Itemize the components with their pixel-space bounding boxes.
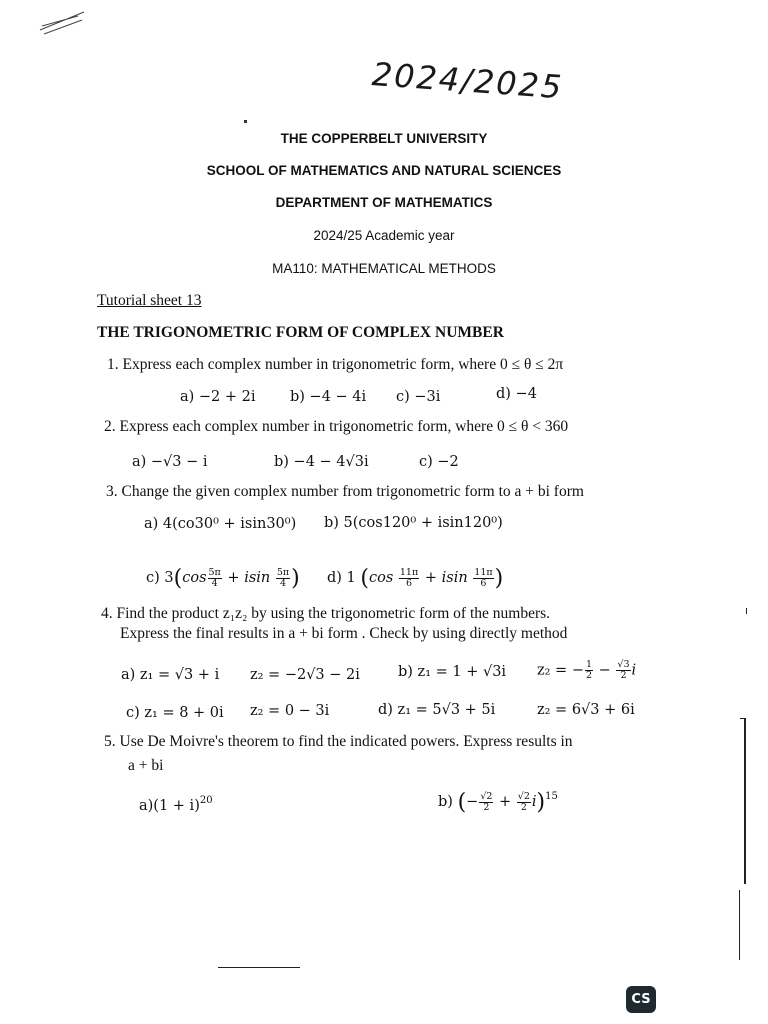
scan-line (218, 967, 300, 968)
q4-part-c-z2: z₂ = 0 − 3i (250, 703, 330, 719)
q4-part-d-z2: z₂ = 6√3 + 6i (537, 702, 635, 718)
q4-part-b-z2: z₂ = − $\frac{1}{2}$ − $\frac{√3}{2}$ i (537, 659, 637, 681)
question-5-line-2: a + bi (128, 757, 164, 774)
handwritten-year: 2024/2025 (370, 55, 565, 107)
academic-year: 2024/25 Academic year (313, 228, 455, 243)
q5-part-a: $a)(1 + i)^{20}$ (139, 795, 213, 814)
q4-part-d-z1: d) z₁ = 5√3 + 5i (378, 702, 496, 718)
pen-scribble (38, 8, 88, 36)
question-3: 3. Change the given complex number from trigonometric form to a + bi form (106, 483, 584, 500)
q4-part-c-z1: c) z₁ = 8 + 0i (126, 705, 224, 721)
course-title: MA110: MATHEMATICAL METHODS (272, 261, 496, 276)
q4-part-b-z1: b) z₁ = 1 + √3i (398, 664, 507, 680)
question-4-line-2: Express the final results in a + bi form . Check by using directly method (120, 625, 568, 642)
scan-edge-tick (740, 718, 746, 719)
q1-part-b: b) −4 − 4i (290, 389, 367, 405)
q2-part-a: a) −√3 − i (132, 454, 208, 470)
q4-part-a-z1: a) z₁ = √3 + i (121, 667, 220, 683)
q4-part-a-z2: z₂ = −2√3 − 2i (250, 667, 360, 683)
question-4: 4. Find the product z₁z₂ by using the trigonometric form of the numbers. (101, 605, 551, 622)
question-2: 2. Express each complex number in trigonometric form, where 0 ≤ θ < 360 (104, 418, 569, 435)
camscanner-logo: CS (626, 986, 656, 1013)
tutorial-label: Tutorial sheet 13 (97, 292, 202, 309)
q3-part-b: b) 5(cos120⁰ + isin120⁰) (324, 515, 503, 531)
scan-edge (744, 718, 746, 884)
q5-part-b: b) (− $\frac{√2}{2}$ + $\frac{√2}{2}$ i)$^{15}$ (438, 790, 558, 815)
scan-mark (746, 608, 747, 614)
q3-part-d: d) 1 (cos $\frac{11\pi}{6}$ + isin $\frac{11\pi}{6}$ ) (327, 566, 504, 591)
speck (244, 120, 247, 123)
department-name: DEPARTMENT OF MATHEMATICS (275, 195, 493, 210)
q3-part-a: a) 4(co30⁰ + isin30⁰) (144, 516, 297, 532)
q2-part-c: c) −2 (419, 454, 459, 470)
q3-part-c: c) 3(cos $\frac{5\pi}{4}$ + isin $\frac{5\pi}{4}$ ) (146, 566, 300, 591)
section-title: THE TRIGONOMETRIC FORM OF COMPLEX NUMBER (97, 324, 504, 341)
q1-part-a: a) −2 + 2i (180, 389, 256, 405)
university-name: THE COPPERBELT UNIVERSITY (280, 131, 488, 146)
question-5: 5. Use De Moivre's theorem to find the indicated powers. Express results in (104, 733, 573, 750)
q1-part-d: d) −4 (496, 386, 537, 402)
q2-part-b: b) −4 − 4√3i (274, 454, 369, 470)
q1-part-c: c) −3i (396, 389, 441, 405)
scan-edge-lower (739, 890, 740, 960)
question-1: 1. Express each complex number in trigonometric form, where 0 ≤ θ ≤ 2π (107, 356, 564, 373)
school-name: SCHOOL OF MATHEMATICS AND NATURAL SCIENCES (206, 163, 562, 178)
